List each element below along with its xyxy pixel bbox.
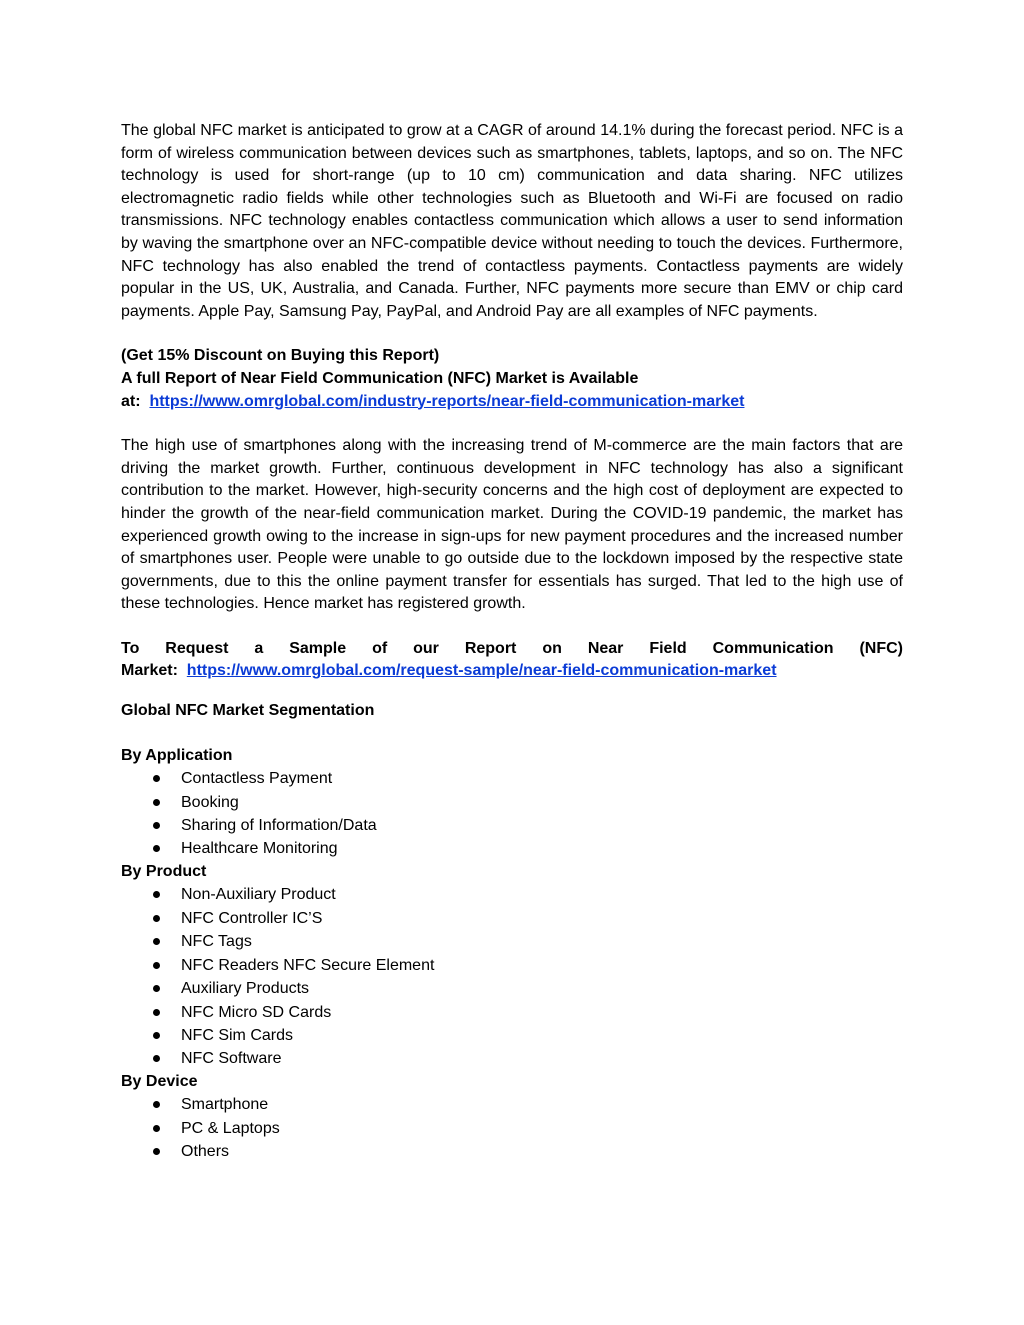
discount-offer: (Get 15% Discount on Buying this Report) <box>121 347 440 365</box>
spacer <box>121 683 903 700</box>
list-item: Booking <box>121 791 903 814</box>
list-item: Auxiliary Products <box>121 977 903 1000</box>
sample-word: our <box>413 639 439 657</box>
list-item: Non-Auxiliary Product <box>121 883 903 906</box>
market-label: Market: <box>121 662 178 680</box>
spacer <box>121 323 903 345</box>
list-item: Contactless Payment <box>121 767 903 790</box>
list-item: NFC Software <box>121 1047 903 1070</box>
sample-link[interactable]: https://www.omrglobal.com/request-sample/near-field-communication-market <box>186 662 777 680</box>
spacer <box>121 413 903 435</box>
segment-heading-application: By Application <box>121 746 233 764</box>
list-item: NFC Readers NFC Secure Element <box>121 954 903 977</box>
spacer <box>121 616 903 638</box>
spacer <box>121 723 903 745</box>
report-link-line <box>121 391 903 414</box>
sample-word: Report <box>464 639 517 657</box>
sample-word: To <box>121 639 140 657</box>
sample-word: Sample <box>289 639 347 657</box>
list-item: NFC Sim Cards <box>121 1024 903 1047</box>
list-item: Others <box>121 1140 903 1163</box>
full-report-notice: A full Report of Near Field Communication (NFC) Market is Available <box>121 369 639 387</box>
list-item: NFC Tags <box>121 930 903 953</box>
market-drivers-paragraph: The high use of smartphones along with the increasing trend of M-commerce are the main factors that are driving the market growth. Further, continuous development in NFC technology has also a significant contribution to the market. However, high-security concerns and the high cost of deployment are expected to hinder the growth of the near-field communication market. During the COVID-19 pandemic, the market has experienced growth owing to the increase in sign-ups for new payment procedures and the increased number of smartphones user. People were unable to go outside due to the lockdown imposed by the respective state governments, due to this the online payment transfer for essentials has surged. That led to the high use of these technologies. Hence market has registered growth. <box>121 437 903 613</box>
sample-word: Request <box>165 639 229 657</box>
sample-word: (NFC) <box>859 639 903 657</box>
sample-word: Communication <box>712 639 834 657</box>
product-list <box>121 883 903 1070</box>
intro-paragraph: The global NFC market is anticipated to grow at a CAGR of around 14.1% during the forecast period. NFC is a form of wireless communication between devices such as smartphones, tablets, laptops, and so on. The NFC technology is used for short-range (up to 10 cm) communication and data sharing. NFC utilizes electromagnetic radio fields while other technologies such as Bluetooth and Wi-Fi are focused on radio transmissions. NFC technology enables contactless communication which allows a user to send information by waving the smartphone over an NFC-compatible device without needing to touch the devices. Furthermore, NFC technology has also enabled the trend of contactless payments. Contactless payments are widely popular in the US, UK, Australia, and Canada. Further, NFC payments more secure than EMV or chip card payments. Apple Pay, Samsung Pay, PayPal, and Android Pay are all examples of NFC payments. <box>121 122 903 320</box>
segment-heading-product: By Product <box>121 862 207 880</box>
document-page <box>121 120 903 1164</box>
list-item: NFC Micro SD Cards <box>121 1001 903 1024</box>
sample-word: on <box>542 639 562 657</box>
sample-word: Near <box>587 639 624 657</box>
list-item: Sharing of Information/Data <box>121 814 903 837</box>
list-item: PC & Laptops <box>121 1117 903 1140</box>
application-list <box>121 767 903 861</box>
segment-heading-device: By Device <box>121 1072 198 1090</box>
sample-word: Field <box>649 639 687 657</box>
at-label: at: <box>121 392 141 410</box>
sample-word: of <box>372 639 388 657</box>
sample-word: a <box>254 639 264 657</box>
device-list <box>121 1093 903 1163</box>
segmentation-title: Global NFC Market Segmentation <box>121 702 375 720</box>
list-item: Smartphone <box>121 1093 903 1116</box>
sample-request-line <box>121 638 903 661</box>
report-link[interactable]: https://www.omrglobal.com/industry-reports/near-field-communication-market <box>149 392 745 410</box>
sample-link-line <box>121 660 903 683</box>
list-item: NFC Controller IC’S <box>121 907 903 930</box>
list-item: Healthcare Monitoring <box>121 837 903 860</box>
